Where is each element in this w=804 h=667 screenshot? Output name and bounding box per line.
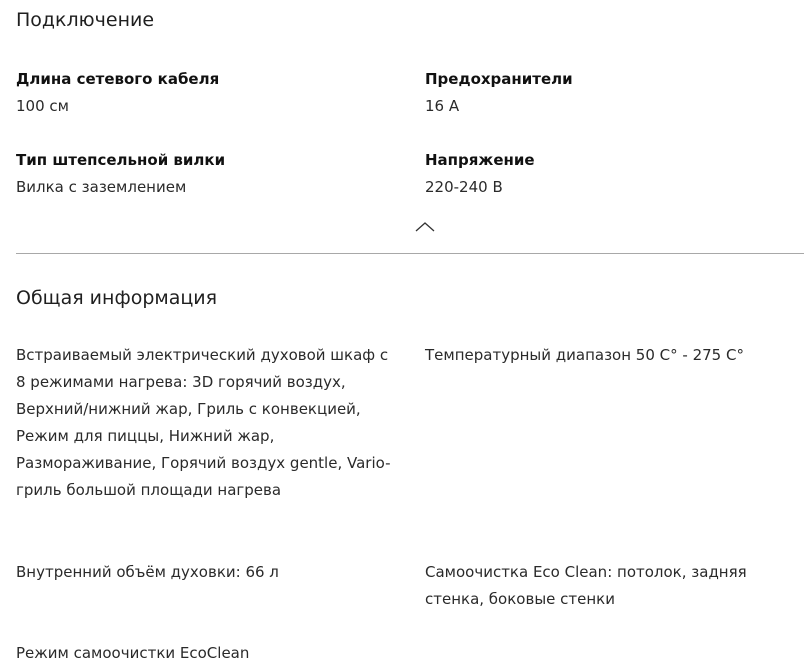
spec-value: 220-240 В bbox=[425, 178, 503, 196]
spec-value: Вилка с заземлением bbox=[16, 178, 187, 196]
spec-value: 16 A bbox=[425, 97, 460, 115]
spec-label: Предохранители bbox=[425, 70, 573, 88]
connection-section-title: Подключение bbox=[16, 9, 155, 31]
spec-voltage bbox=[425, 150, 804, 197]
section-divider bbox=[16, 253, 804, 254]
info-heating-modes: Встраиваемый электрический духовой шкаф с 8 режимами нагрева: 3D горячий воздух, Верхний/нижний жар, Гриль с конвекцией, Режим для пиццы, Нижний жар, Размораживание, Горячий воздух gentle, Vario-гриль большой площади нагрева bbox=[16, 346, 391, 499]
spec-plug-type bbox=[16, 150, 396, 197]
info-self-cleaning-mode: Режим самоочистки EcoClean bbox=[16, 644, 250, 662]
spec-cable-length bbox=[16, 69, 396, 116]
collapse-section-button[interactable] bbox=[413, 219, 437, 235]
spec-label: Длина сетевого кабеля bbox=[16, 70, 220, 88]
spec-label: Тип штепсельной вилки bbox=[16, 151, 226, 169]
spec-value: 100 см bbox=[16, 97, 69, 115]
chevron-up-icon bbox=[413, 219, 437, 235]
info-oven-volume: Внутренний объём духовки: 66 л bbox=[16, 563, 279, 581]
info-temperature-range: Температурный диапазон 50 C° - 275 C° bbox=[425, 346, 744, 364]
spec-fuses bbox=[425, 69, 804, 116]
info-eco-clean: Самоочистка Eco Clean: потолок, задняя стенка, боковые стенки bbox=[425, 563, 747, 608]
spec-label: Напряжение bbox=[425, 151, 535, 169]
general-section-title: Общая информация bbox=[16, 287, 218, 309]
